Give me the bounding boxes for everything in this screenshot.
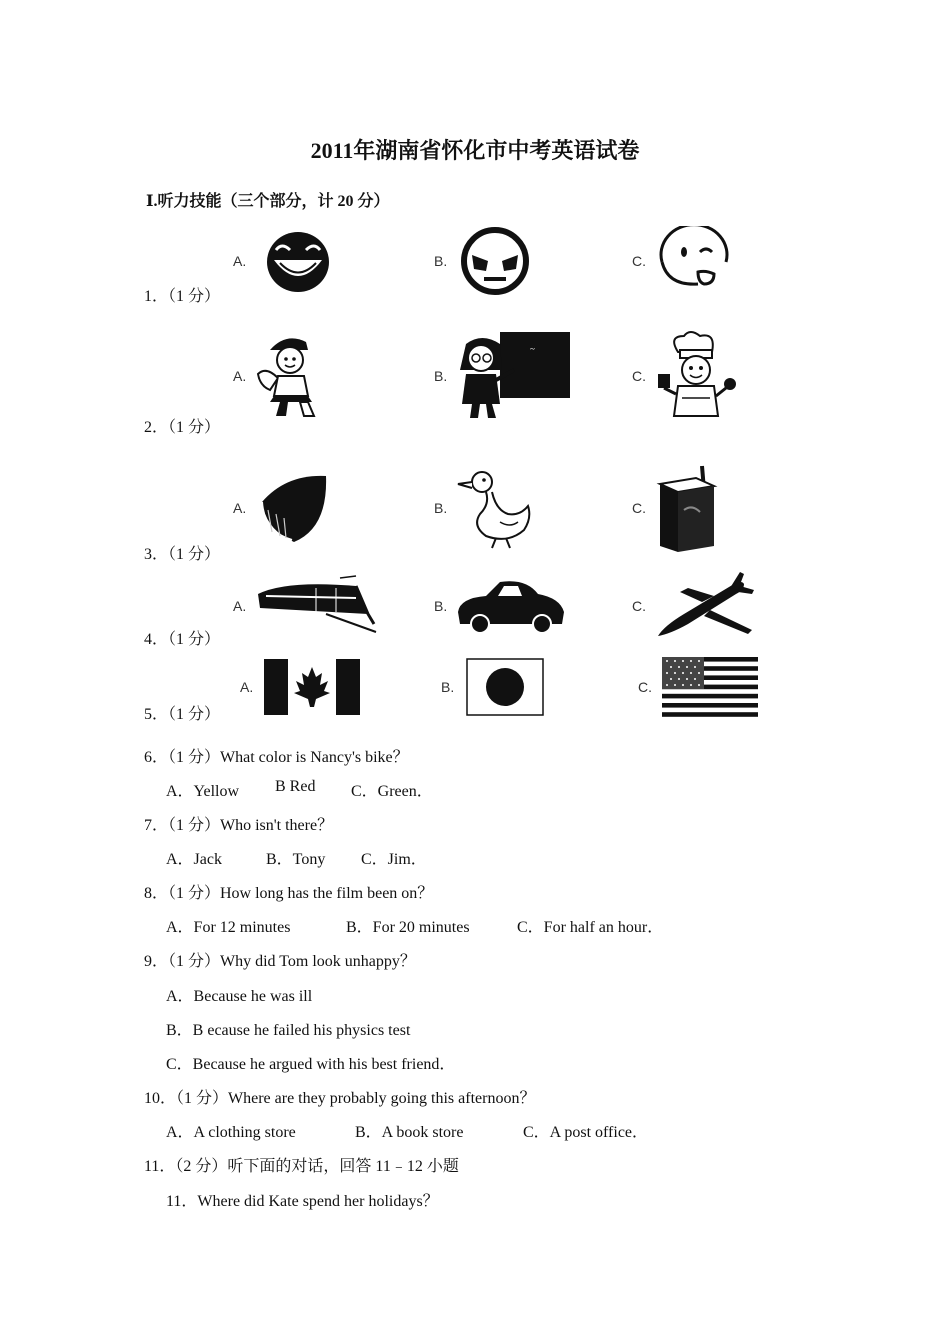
q6-option-c[interactable]: C．Green． — [351, 783, 433, 800]
question-11-sub-stem: 11．Where did Kate spend her holidays？ — [166, 1193, 439, 1210]
q1-option-b-letter: B. — [434, 253, 448, 269]
exam-title: 2011年湖南省怀化市中考英语试卷 — [310, 138, 640, 163]
q5-option-c-letter: C. — [638, 679, 652, 695]
q4-option-b-letter: B. — [434, 598, 448, 614]
question-3-number: 3．（1 分） — [144, 546, 221, 563]
q2-option-c-letter: C. — [632, 368, 646, 384]
question-1-number: 1．（1 分） — [144, 288, 221, 305]
q3-option-c-letter: C. — [632, 500, 646, 516]
usa-flag-icon — [662, 657, 758, 717]
q8-option-c[interactable]: C．For half an hour． — [517, 919, 664, 936]
question-7-stem: 7．（1 分）Who isn't there？ — [144, 817, 334, 834]
duck-icon — [456, 468, 536, 550]
q9-option-b[interactable]: B．B ecause he failed his physics test — [166, 1022, 411, 1039]
watermelon-slice-icon — [256, 472, 330, 544]
q7-option-b[interactable]: B．Tony — [266, 851, 326, 868]
q10-option-a[interactable]: A．A clothing store — [166, 1124, 296, 1141]
q10-option-b[interactable]: B．A book store — [355, 1124, 464, 1141]
q4-option-c-letter: C. — [632, 598, 646, 614]
canada-flag-icon — [264, 659, 360, 715]
airplane-icon — [654, 570, 756, 640]
question-5-number: 5．（1 分） — [144, 706, 221, 723]
q10-option-c[interactable]: C．A post office． — [523, 1124, 649, 1141]
cook-chef-icon — [654, 330, 744, 420]
train-icon — [256, 574, 378, 636]
q9-option-c[interactable]: C．Because he argued with his best friend． — [166, 1056, 456, 1073]
q6-option-b[interactable]: B Red — [275, 778, 316, 795]
question-6-stem: 6．（1 分）What color is Nancy's bike？ — [144, 749, 409, 766]
question-10-stem: 10．（1 分）Where are they probably going this afternoon？ — [144, 1090, 536, 1107]
q5-option-a-letter: A. — [240, 679, 254, 695]
juice-box-icon — [654, 464, 720, 554]
q7-option-c[interactable]: C．Jim． — [361, 851, 427, 868]
question-4-number: 4．（1 分） — [144, 631, 221, 648]
question-2-number: 2．（1 分） — [144, 419, 221, 436]
section-heading: Ⅰ.听力技能（三个部分，计 20 分） — [146, 193, 390, 210]
q8-option-b[interactable]: B．For 20 minutes — [346, 919, 470, 936]
teacher-blackboard-icon — [456, 330, 572, 420]
dancer-girl-icon — [256, 330, 326, 420]
question-8-stem: 8．（1 分）How long has the film been on？ — [144, 885, 434, 902]
laughing-face-icon — [264, 230, 332, 294]
q1-option-c-letter: C. — [632, 253, 646, 269]
q7-option-a[interactable]: A．Jack — [166, 851, 222, 868]
q4-option-a-letter: A. — [233, 598, 247, 614]
question-9-stem: 9．（1 分）Why did Tom look unhappy？ — [144, 953, 416, 970]
q1-option-a-letter: A. — [233, 253, 247, 269]
q3-option-a-letter: A. — [233, 500, 247, 516]
winking-tongue-face-icon — [658, 226, 730, 292]
svg-text:~: ~ — [530, 344, 535, 354]
q6-option-a[interactable]: A．Yellow — [166, 783, 240, 800]
japan-flag-icon — [466, 658, 544, 716]
q8-option-a[interactable]: A．For 12 minutes — [166, 919, 291, 936]
question-11-stem: 11．（2 分）听下面的对话，回答 11﹣12 小题 — [144, 1158, 459, 1175]
q3-option-b-letter: B. — [434, 500, 448, 516]
car-icon — [456, 576, 566, 634]
q2-option-a-letter: A. — [233, 368, 247, 384]
q9-option-a[interactable]: A．Because he was ill — [166, 988, 313, 1005]
angry-face-icon — [460, 227, 530, 295]
q2-option-b-letter: B. — [434, 368, 448, 384]
q5-option-b-letter: B. — [441, 679, 455, 695]
